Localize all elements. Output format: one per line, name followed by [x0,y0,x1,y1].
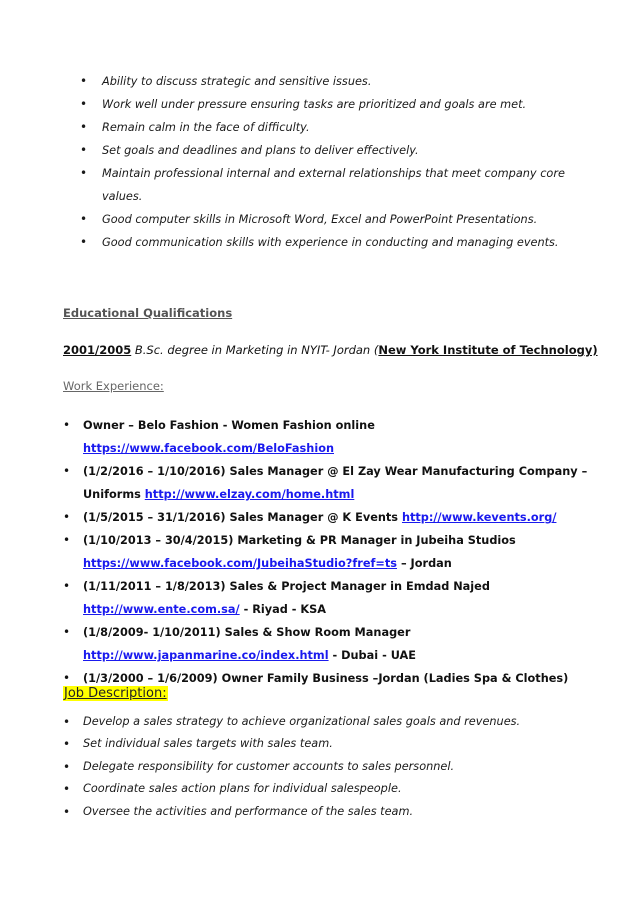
bullet-icon: • [80,166,88,180]
work-item: • (1/3/2000 – 1/6/2009) Owner Family Business –Jordan (Ladies Spa & Clothes) [63,667,593,690]
bullet-icon: • [80,235,88,249]
education-years: 2001/2005 [63,343,132,357]
bullet-icon: • [63,464,71,478]
work-item: • (1/11/2011 – 1/8/2013) Sales & Project Manager in Emdad Najed http://www.ente.com.sa/ - Riyad - KSA [63,575,593,621]
list-item: • Set individual sales targets with sales team. [63,733,583,755]
bullet-icon: • [63,782,71,797]
work-item: • (1/10/2013 – 30/4/2015) Marketing & PR Manager in Jubeiha Studios https://www.facebook.com/JubeihaStudio?fref=ts – Jordan [63,529,593,575]
list-item: • Set goals and deadlines and plans to deliver effectively. [80,139,580,162]
list-item: • Develop a sales strategy to achieve organizational sales goals and revenues. [63,711,583,733]
bullet-icon: • [80,74,88,88]
education-institute: New York Institute of Technology) [378,343,598,357]
work-link[interactable]: https://www.facebook.com/JubeihaStudio?fref=ts [83,557,398,570]
work-item: • (1/8/2009- 1/10/2011) Sales & Show Room Manager http://www.japanmarine.co/index.html - Dubai - UAE [63,621,593,667]
work-item: • Owner – Belo Fashion - Women Fashion online https://www.facebook.com/BeloFashion [63,414,593,460]
bullet-icon: • [63,671,71,685]
bullet-icon: • [63,715,71,729]
education-entry [63,343,598,357]
list-item: • Good computer skills in Microsoft Word, Excel and PowerPoint Presentations. [80,208,580,231]
list-item: • Maintain professional internal and external relationships that meet company core values. [80,162,580,208]
list-item: • Coordinate sales action plans for individual salespeople. [63,778,583,800]
bullet-icon: • [80,143,88,157]
bullet-icon: • [63,510,71,524]
job-description-list [63,711,583,823]
bullet-icon: • [63,625,71,639]
work-link[interactable]: http://www.japanmarine.co/index.html [83,649,329,662]
bullet-icon: • [63,418,71,432]
work-link[interactable]: http://www.ente.com.sa/ [83,603,240,616]
education-heading: Educational Qualifications [63,306,233,320]
bullet-icon: • [63,533,71,547]
list-item: • Ability to discuss strategic and sensitive issues. [80,70,580,93]
education-degree: B.Sc. degree in Marketing in NYIT- Jordan ( [131,343,379,357]
bullet-icon: • [63,579,71,593]
work-experience-heading: Work Experience: [63,379,164,393]
list-item: • Remain calm in the face of difficulty. [80,116,580,139]
work-experience-list [63,414,593,690]
bullet-icon: • [63,804,71,819]
list-item: • Good communication skills with experience in conducting and managing events. [80,231,580,254]
bullet-icon: • [80,97,88,111]
list-item: • Oversee the activities and performance of the sales team. [63,801,583,823]
bullet-icon: • [80,120,88,134]
list-item: • Delegate responsibility for customer accounts to sales personnel. [63,756,583,778]
job-description-heading: Job Description: [64,686,167,701]
bullet-icon: • [80,212,88,226]
bullet-icon: • [63,759,71,774]
work-link[interactable]: http://www.elzay.com/home.html [144,488,355,501]
list-item: • Work well under pressure ensuring tasks are prioritized and goals are met. [80,93,580,116]
work-link[interactable]: http://www.kevents.org/ [401,511,557,524]
work-link[interactable]: https://www.facebook.com/BeloFashion [83,442,334,455]
skills-list [80,70,580,254]
bullet-icon: • [63,737,71,752]
work-item: • (1/5/2015 – 31/1/2016) Sales Manager @ K Events http://www.kevents.org/ [63,506,593,529]
work-item: • (1/2/2016 – 1/10/2016) Sales Manager @ El Zay Wear Manufacturing Company – Uniforms http://www.elzay.com/home.html [63,460,593,506]
